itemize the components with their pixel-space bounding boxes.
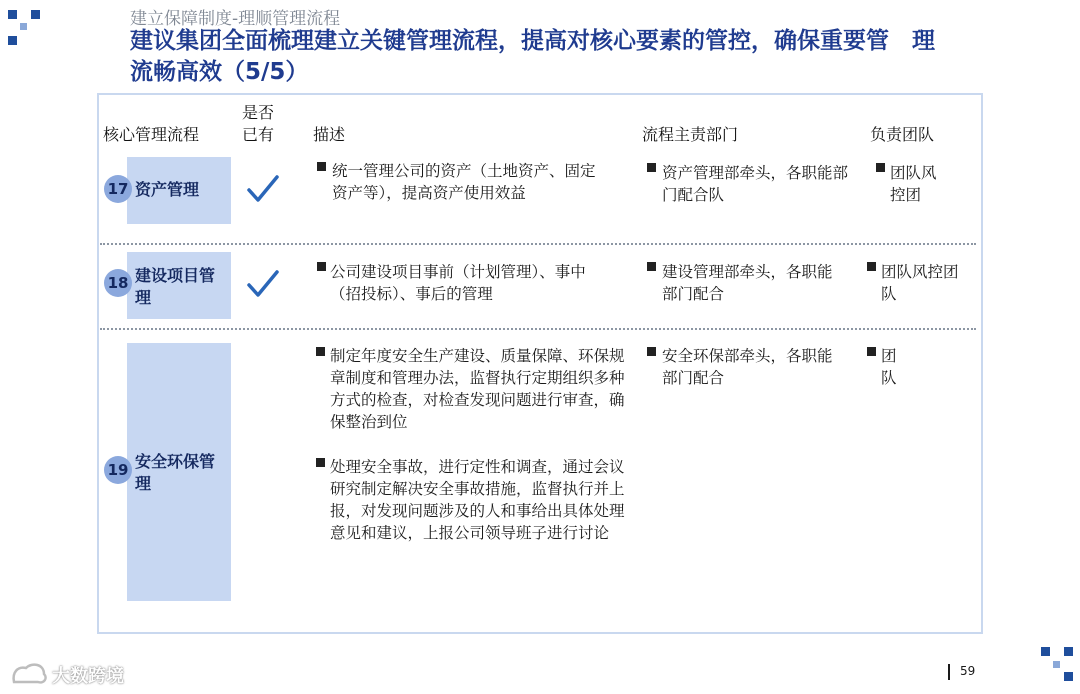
row-divider [100,243,976,245]
column-header-team: 负责团队 [870,125,935,144]
team-text: 团队 [881,347,897,387]
description-text: 公司建设项目事前（计划管理）、事中（招投标）、事后的管理 [330,263,586,303]
footer-logo-text: 大数跨境 [52,666,124,687]
bullet-icon [316,347,325,356]
page-number: 59 [960,664,976,678]
column-header-description: 描述 [313,125,346,144]
column-header-process: 核心管理流程 [103,125,200,144]
corner-square [8,36,17,45]
process-name: 安全环保管理 [135,452,216,493]
process-number-badge: 18 [104,269,132,297]
page-number-divider [948,664,950,680]
column-header-established: 是否已有 [242,103,275,144]
process-number-badge: 19 [104,456,132,484]
process-number-badge: 17 [104,175,132,203]
team-text: 团队风控团 [890,164,937,204]
corner-square [1064,647,1073,656]
column-header-department: 流程主责部门 [642,125,739,144]
description-text: 制定年度安全生产建设、质量保障、环保规章制度和管理办法，监督执行定期组织多种方式的检查，对检查发现问题进行审查，确保整治到位 [330,347,625,431]
description-text: 处理安全事故，进行定性和调查，通过会议研究制定解决安全事故措施，监督执行并上报，对发现问题涉及的人和事给出具体处理意见和建议，上报公司领导班子进行讨论 [330,458,625,542]
corner-square [31,10,40,19]
corner-square [1064,672,1073,681]
bullet-icon [647,262,656,271]
process-name: 资产管理 [135,180,200,199]
team-text: 团队风控团队 [881,263,959,303]
row-divider [100,328,976,330]
corner-square [8,10,17,19]
bullet-icon [876,163,885,172]
corner-square [20,23,27,30]
bullet-icon [316,458,325,467]
check-icon [246,174,280,204]
corner-square [1053,661,1060,668]
corner-square [1041,647,1050,656]
department-text: 安全环保部牵头，各职能部门配合 [662,347,833,387]
page-title: 建议集团全面梳理建立关键管理流程，提高对核心要素的管控，确保重要管 理流畅高效（5/5） [130,28,935,85]
department-text: 资产管理部牵头，各职能部门配合队 [662,164,849,204]
description-text: 统一管理公司的资产（土地资产、固定资产等），提高资产使用效益 [332,162,596,202]
bullet-icon [647,163,656,172]
department-text: 建设管理部牵头，各职能部门配合 [662,263,833,303]
process-name: 建设项目管理 [135,266,216,307]
bullet-icon [317,162,326,171]
bullet-icon [867,262,876,271]
bullet-icon [867,347,876,356]
logo-icon [10,660,50,688]
bullet-icon [317,262,326,271]
page-subtitle: 建立保障制度-理顺管理流程 [130,9,341,29]
check-icon [246,269,280,299]
bullet-icon [647,347,656,356]
